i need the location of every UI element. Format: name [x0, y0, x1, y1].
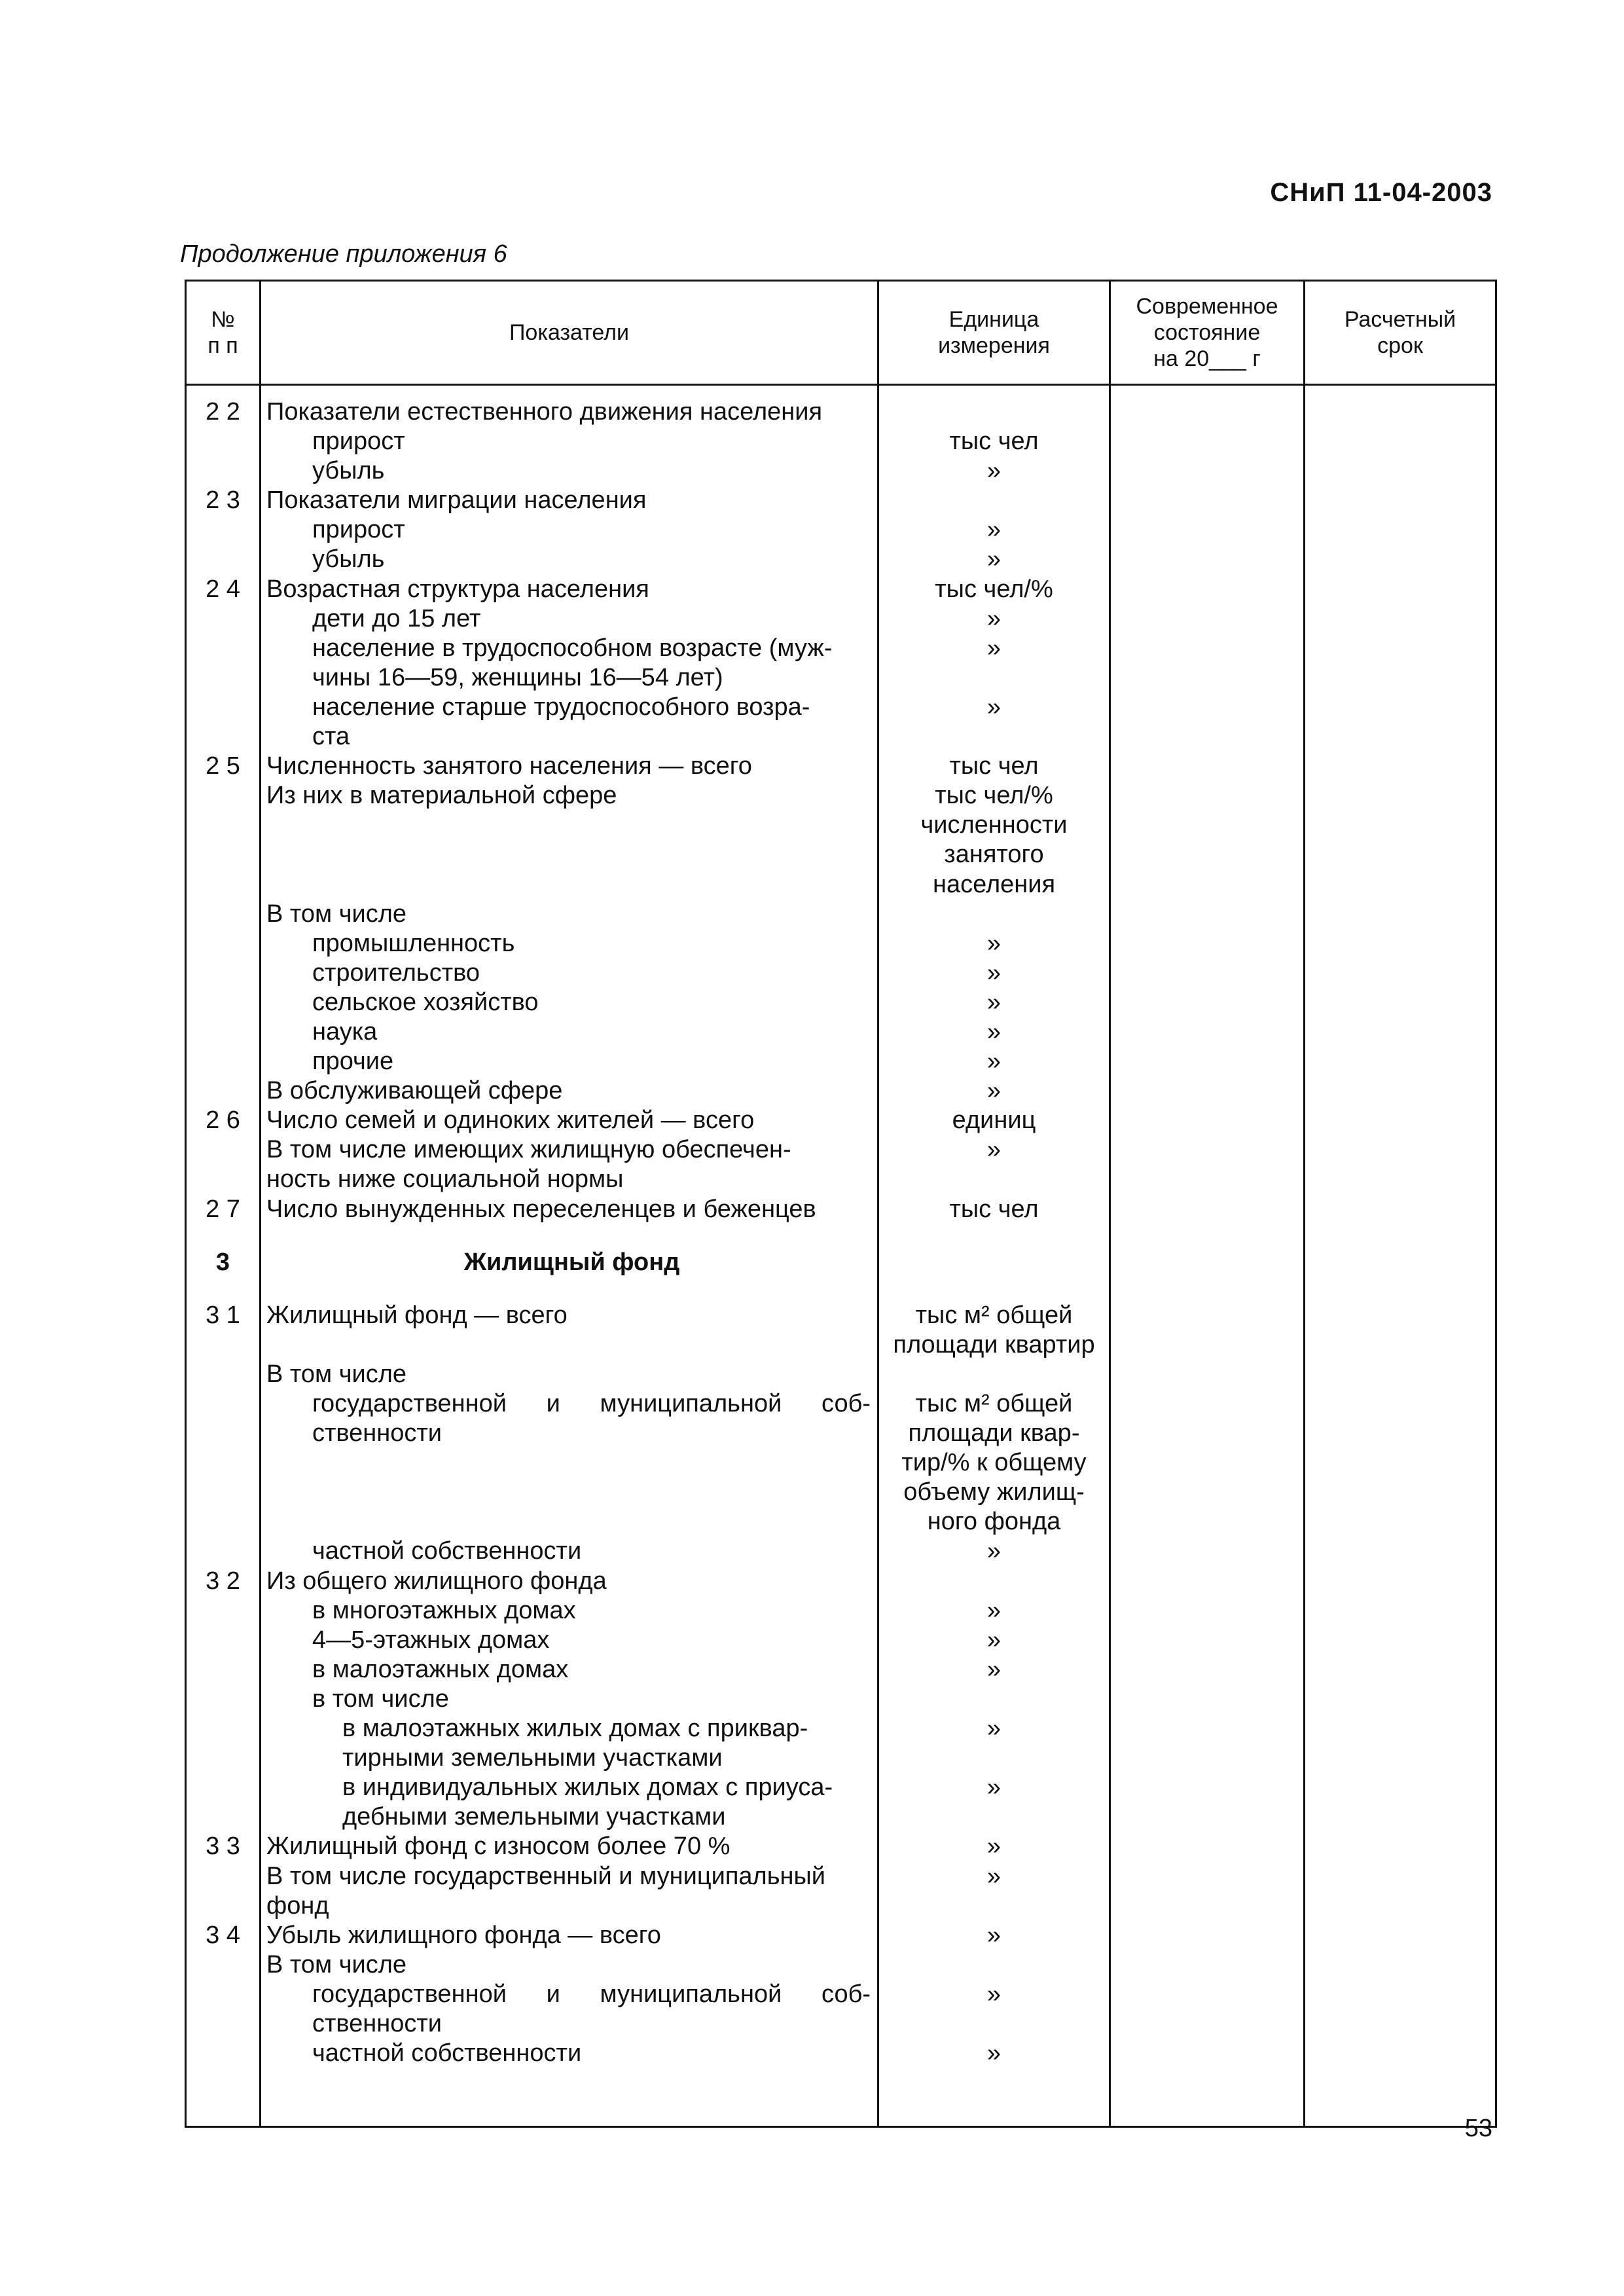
header-term-line: Расчетный [1344, 307, 1456, 332]
unit-value: » [986, 1136, 1001, 1164]
header-current-state [1110, 281, 1305, 385]
indicator-label [261, 1389, 877, 1419]
header-current-line: на 20___ г [1153, 346, 1261, 371]
row-number: 3 4 [206, 1921, 240, 1949]
unit-value: площади квар- [908, 1419, 1080, 1448]
indicator-label: фонд [266, 1891, 329, 1920]
row-number [187, 2039, 259, 2068]
unit-value: численности [920, 811, 1068, 839]
header-indicators: Показатели [261, 281, 878, 385]
unit-value: » [986, 457, 1001, 485]
unit-value [879, 1248, 1109, 1277]
header-term-line: срок [1377, 333, 1423, 358]
unit-value: тыс чел [949, 752, 1039, 780]
unit-value: » [986, 1774, 1001, 1802]
indicator-label: дети до 15 лет [312, 604, 481, 632]
indicator-label: Из общего жилищного фонда [266, 1567, 607, 1595]
indicator-label: в индивидуальных жилых домах с приуса- [342, 1774, 833, 1802]
row-number [187, 1537, 259, 1566]
row-number [187, 1980, 259, 2009]
row-number [187, 1862, 259, 1891]
table-filler-row [186, 2126, 1496, 2127]
indicator-word: государственной [312, 1980, 507, 2008]
indicator-label: тирными земельными участками [342, 1744, 723, 1772]
unit-value: » [986, 958, 1001, 987]
row-number [187, 456, 259, 486]
unit-value: » [986, 1017, 1001, 1046]
row-number [187, 1685, 259, 1714]
document-code: СНиП 11-04-2003 [1270, 178, 1492, 207]
indicator-label: В том числе [266, 1950, 407, 1978]
indicator-label: В том числе [266, 900, 407, 928]
page-number: 53 [1464, 2115, 1492, 2142]
indicator-label: частной собственности [312, 1537, 582, 1565]
table-body-row [186, 385, 1496, 2126]
indicator-label: строительство [312, 958, 480, 987]
indicator-label [261, 870, 877, 900]
unit-value: площади квартир [893, 1330, 1095, 1358]
indicator-word: государственной [312, 1390, 507, 1417]
row-number [187, 900, 259, 929]
row-number [187, 1360, 259, 1389]
header-current-line: состояние [1153, 320, 1261, 345]
indicator-label: В обслуживающей сфере [266, 1077, 563, 1105]
unit-value: » [986, 1715, 1001, 1743]
unit-value: » [986, 1862, 1001, 1890]
unit-value [879, 1685, 1109, 1714]
number-column [186, 385, 261, 2126]
indicator-word: и [546, 1390, 560, 1417]
row-number: 2 5 [206, 752, 240, 780]
indicator-label: промышленность [312, 929, 515, 957]
unit-value: занятого [944, 841, 1044, 869]
indicator-label [261, 1507, 877, 1537]
unit-value: » [986, 988, 1001, 1016]
indicator-label: в многоэтажных домах [312, 1596, 576, 1624]
indicator-label [261, 1448, 877, 1478]
indicator-word: муниципальной [600, 1980, 782, 2008]
row-number [187, 840, 259, 869]
filler-cell [1110, 2126, 1305, 2127]
indicator-label: Убыль жилищного фонда — всего [266, 1921, 661, 1949]
indicator-label: Численность занятого населения — всего [266, 752, 752, 780]
row-number [187, 929, 259, 958]
unit-value [879, 2009, 1109, 2039]
indicator-label: частной собственности [312, 2039, 582, 2068]
row-number [187, 2009, 259, 2039]
header-number-line: п п [208, 333, 238, 358]
indicator-label: Возрастная структура населения [266, 575, 649, 603]
row-number [187, 1950, 259, 1980]
indicator-label: В том числе [266, 1360, 407, 1388]
row-number [187, 693, 259, 722]
row-number [187, 1626, 259, 1655]
filler-cell [261, 2126, 878, 2127]
row-number [187, 1714, 259, 1743]
indicator-word: соб- [821, 1980, 871, 2008]
unit-value: » [986, 1537, 1001, 1565]
indicator-label: сельское хозяйство [312, 988, 539, 1016]
indicator-label: Число вынужденных переселенцев и беженцев [266, 1195, 816, 1223]
row-number [187, 634, 259, 663]
indicator-label: Из них в материальной сфере [266, 782, 617, 810]
row-number: 3 1 [206, 1301, 240, 1329]
row-number: 2 3 [206, 486, 240, 515]
row-number [187, 1165, 259, 1194]
unit-value: единиц [952, 1106, 1036, 1135]
unit-value: » [986, 1048, 1001, 1076]
row-number [187, 870, 259, 900]
row-number [187, 1802, 259, 1832]
unit-value: » [986, 604, 1001, 632]
indicator-label [261, 1980, 877, 2009]
row-number [187, 1389, 259, 1419]
indicator-label: Жилищный фонд с износом более 70 % [266, 1832, 731, 1861]
filler-cell [878, 2126, 1110, 2127]
unit-value [879, 1950, 1109, 1980]
row-number [187, 545, 259, 574]
unit-value: » [986, 1655, 1001, 1683]
unit-value: ного фонда [927, 1508, 1061, 1536]
row-number [187, 958, 259, 988]
row-gap [261, 1224, 877, 1248]
row-gap [187, 1224, 259, 1248]
indicator-word: соб- [821, 1390, 871, 1417]
row-number [187, 1330, 259, 1360]
indicator-label: население в трудоспособном возрасте (муж- [312, 634, 833, 662]
header-estimated-term [1305, 281, 1496, 385]
unit-value [879, 1743, 1109, 1773]
indicator-label: прочие [312, 1048, 394, 1076]
indicator-label: Число семей и одиноких жителей — всего [266, 1106, 755, 1135]
unit-value [879, 722, 1109, 752]
indicator-label: В том числе имеющих жилищную обеспечен- [266, 1136, 791, 1164]
indicator-label: ственности [312, 1419, 442, 1448]
unit-value: населения [932, 870, 1056, 898]
row-number [187, 1773, 259, 1802]
unit-value [879, 900, 1109, 929]
unit-value [879, 486, 1109, 515]
indicator-label: прирост [312, 516, 405, 544]
indicator-label: ста [312, 723, 350, 751]
unit-value: » [986, 1980, 1001, 2008]
row-number: 2 6 [206, 1106, 240, 1135]
indicator-label: чины 16—59, женщины 16—54 лет) [312, 663, 723, 691]
unit-value [879, 1165, 1109, 1194]
indicator-label: Жилищный фонд — всего [266, 1301, 568, 1329]
filler-cell [186, 2126, 261, 2127]
unit-value: » [986, 929, 1001, 957]
unit-value: тыс чел/% [935, 575, 1053, 603]
header-number-line: № [211, 307, 235, 332]
row-number [187, 722, 259, 752]
indicator-label: в малоэтажных жилых домах с приквар- [342, 1715, 808, 1743]
indicator-label [261, 840, 877, 869]
unit-value [879, 1891, 1109, 1921]
row-number: 3 2 [206, 1567, 240, 1595]
unit-value: тыс чел [949, 1195, 1039, 1223]
unit-value: » [986, 2039, 1001, 2068]
indicator-label: ность ниже социальной нормы [266, 1165, 624, 1194]
row-number [187, 811, 259, 840]
indicator-label: 4—5-этажных домах [312, 1626, 550, 1654]
row-number [187, 1047, 259, 1076]
unit-value: тыс чел/% [935, 782, 1053, 810]
indicator-label [261, 811, 877, 840]
header-current-line: Современное [1136, 294, 1278, 319]
unit-value [879, 1567, 1109, 1596]
header-unit [878, 281, 1110, 385]
indicators-column [261, 385, 878, 2126]
indicator-label: Показатели естественного движения населения [266, 398, 823, 426]
unit-value: » [986, 1596, 1001, 1624]
row-number [187, 1017, 259, 1047]
row-gap [261, 1277, 877, 1301]
row-number: 2 4 [206, 575, 240, 603]
indicators-table [185, 280, 1497, 2128]
row-number [187, 663, 259, 693]
indicator-label: население старше трудоспособного возра- [312, 693, 810, 721]
indicator-word: и [546, 1980, 560, 2008]
indicator-label: дебными земельными участками [342, 1803, 726, 1831]
row-gap [879, 1277, 1109, 1301]
unit-value: » [986, 1921, 1001, 1949]
indicator-label: в том числе [312, 1685, 449, 1713]
unit-value: объему жилищ- [903, 1478, 1085, 1506]
unit-value: » [986, 634, 1001, 662]
row-number [187, 1891, 259, 1921]
indicator-label: убыль [312, 545, 385, 574]
indicator-word: муниципальной [600, 1390, 782, 1417]
row-number [187, 1448, 259, 1478]
row-number [187, 781, 259, 811]
header-unit-line: Единица [948, 307, 1039, 332]
row-number [187, 1743, 259, 1773]
unit-value: » [986, 516, 1001, 544]
unit-value [879, 1802, 1109, 1832]
row-number [187, 515, 259, 545]
unit-value: » [986, 693, 1001, 721]
row-number [187, 1419, 259, 1448]
row-number [187, 1135, 259, 1165]
row-gap [879, 1224, 1109, 1248]
indicator-label: прирост [312, 428, 405, 456]
unit-column [878, 385, 1110, 2126]
unit-value: » [986, 545, 1001, 574]
unit-value: тыс м² общей [915, 1390, 1073, 1417]
unit-value [879, 1360, 1109, 1389]
indicator-label: В том числе государственный и муниципальный [266, 1862, 826, 1890]
row-number: 2 7 [206, 1195, 240, 1223]
unit-value: тыс м² общей [915, 1301, 1073, 1329]
row-number: 3 [215, 1248, 230, 1276]
unit-value [879, 663, 1109, 693]
row-gap [187, 1277, 259, 1301]
indicator-label: Показатели миграции населения [266, 486, 647, 515]
table-header-row [186, 281, 1496, 385]
header-number [186, 281, 261, 385]
indicator-label: наука [312, 1017, 378, 1046]
row-number [187, 1596, 259, 1626]
row-number: 3 3 [206, 1832, 240, 1861]
row-number [187, 988, 259, 1017]
section-title: Жилищный фонд [463, 1248, 680, 1276]
unit-value: » [986, 1626, 1001, 1654]
unit-value: » [986, 1077, 1001, 1105]
row-number [187, 427, 259, 456]
continuation-caption: Продолжение приложения 6 [180, 240, 507, 268]
unit-value: тыс чел [949, 428, 1039, 456]
row-number [187, 1076, 259, 1106]
unit-value: » [986, 1832, 1001, 1861]
header-unit-line: измерения [938, 333, 1050, 358]
row-number [187, 1478, 259, 1507]
unit-value [879, 397, 1109, 427]
current-state-column [1110, 385, 1305, 2126]
row-number [187, 604, 259, 634]
row-number [187, 1655, 259, 1685]
indicator-label [261, 1330, 877, 1360]
indicator-label [261, 1478, 877, 1507]
row-number: 2 2 [206, 398, 240, 426]
estimated-term-column [1305, 385, 1496, 2126]
indicator-label: убыль [312, 457, 385, 485]
indicator-label: в малоэтажных домах [312, 1655, 569, 1683]
unit-value: тир/% к общему [901, 1449, 1087, 1477]
indicator-label: ственности [312, 2009, 442, 2037]
row-number [187, 1507, 259, 1537]
